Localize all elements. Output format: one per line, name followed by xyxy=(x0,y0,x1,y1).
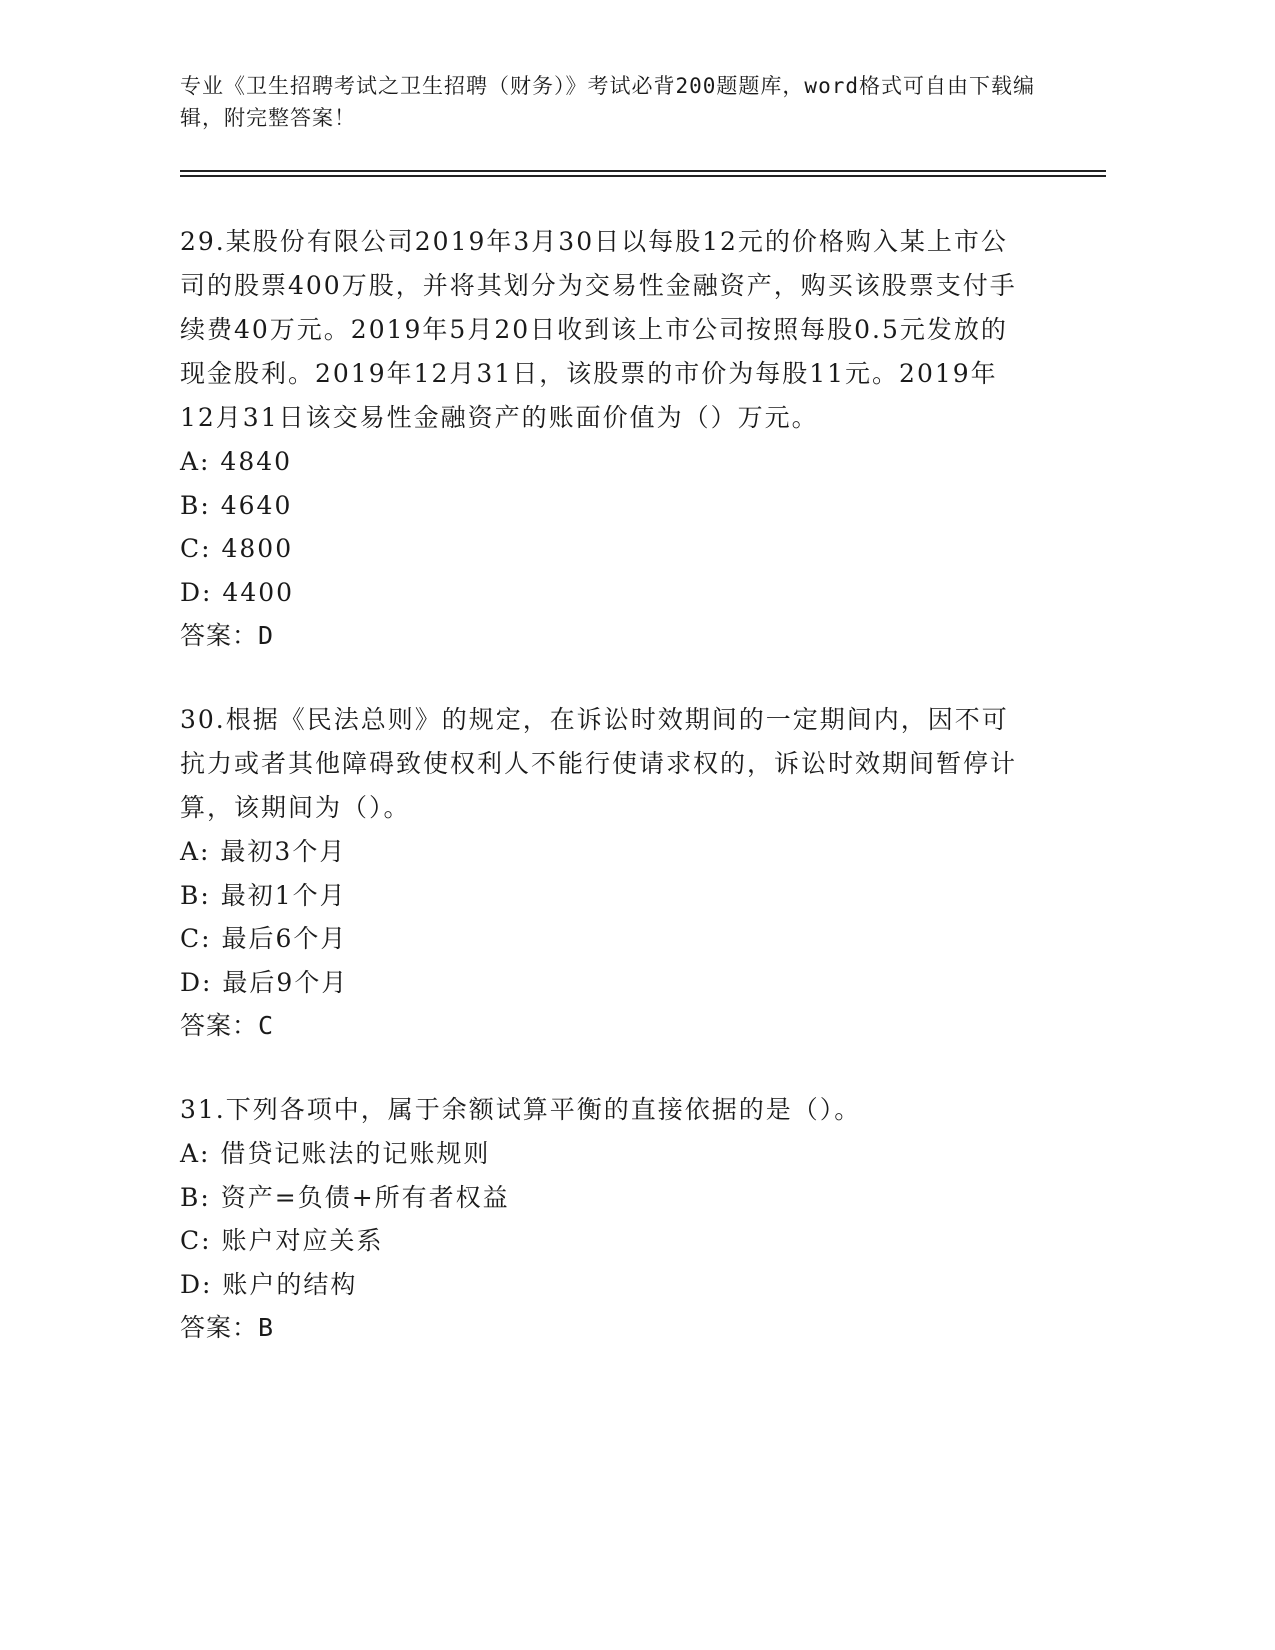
option-b: B: 最初1个月 xyxy=(180,880,347,910)
answer-line: 答案：D xyxy=(180,621,275,650)
question-list xyxy=(180,220,1060,1390)
question-29 xyxy=(180,220,1060,658)
option-c: C: 账户对应关系 xyxy=(180,1226,384,1255)
option-c: C: 4800 xyxy=(180,534,294,563)
question-stem: 30.根据《民法总则》的规定，在诉讼时效期间的一定期间内，因不可抗力或者其他障碍致使权利人不能行使请求权的，诉讼时效期间暂停计算，该期间为（）。 xyxy=(180,705,1018,822)
answer-line: 答案：C xyxy=(180,1011,275,1040)
question-stem: 29.某股份有限公司2019年3月30日以每股12元的价格购入某上市公司的股票400万股，并将其划分为交易性金融资产，购买该股票支付手续费40万元。2019年5月20日收到该上市公司按照每股0.5元发放的现金股利。2019年12月31日，该股票的市价为每股11元。2019年12月31日该交易性金融资产的账面价值为（）万元。 xyxy=(180,227,1017,432)
option-d: D: 4400 xyxy=(180,577,295,607)
option-a: A: 借贷记账法的记账规则 xyxy=(180,1139,491,1168)
question-stem: 31.下列各项中，属于余额试算平衡的直接依据的是（）。 xyxy=(180,1095,862,1124)
option-a: A: 最初3个月 xyxy=(180,837,347,866)
option-a: A: 4840 xyxy=(180,447,293,476)
question-30 xyxy=(180,698,1060,1048)
option-d: D: 最后9个月 xyxy=(180,967,349,997)
option-c: C: 最后6个月 xyxy=(180,924,348,953)
option-b: B: 4640 xyxy=(180,490,293,520)
header-divider-top xyxy=(180,170,1106,172)
option-b: B: 资产=负债+所有者权益 xyxy=(180,1182,510,1212)
document-header: 专业《卫生招聘考试之卫生招聘（财务）》考试必背200题题库，word格式可自由下载编辑，附完整答案！ xyxy=(180,74,1035,130)
header-divider-bottom xyxy=(180,175,1106,177)
answer-line: 答案：B xyxy=(180,1313,275,1342)
option-d: D: 账户的结构 xyxy=(180,1269,358,1299)
question-31 xyxy=(180,1088,1060,1350)
